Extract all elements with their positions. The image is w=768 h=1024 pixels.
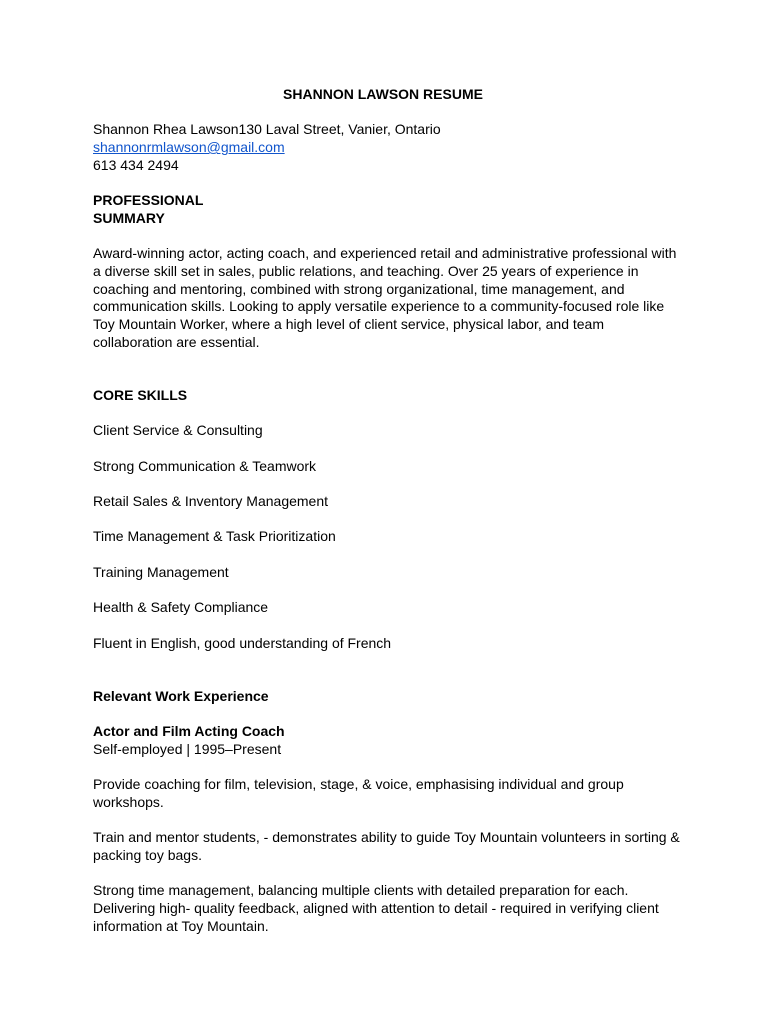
skill-item: Training Management	[93, 563, 229, 580]
skills-section	[93, 387, 683, 652]
skill-item: Client Service & Consulting	[93, 422, 263, 439]
contact-name-address: Shannon Rhea Lawson130 Laval Street, Vanier, Ontario	[93, 121, 441, 138]
summary-heading-line2: SUMMARY	[93, 209, 165, 226]
skill-item: Health & Safety Compliance	[93, 599, 269, 616]
skill-item: Retail Sales & Inventory Management	[93, 493, 329, 510]
resume-content	[93, 86, 683, 936]
skills-heading: CORE SKILLS	[93, 386, 188, 403]
summary-section	[93, 192, 683, 351]
job-title: Actor and Film Acting Coach	[93, 723, 285, 740]
experience-section	[93, 688, 683, 936]
contact-email-link[interactable]: shannonrmlawson@gmail.com	[93, 139, 285, 156]
job-meta: Self-employed | 1995–Present	[93, 740, 282, 757]
contact-block	[93, 121, 683, 174]
contact-phone: 613 434 2494	[93, 156, 179, 173]
summary-text: Award-winning actor, acting coach, and experienced retail and administrative professional with a diverse skill set in sales, public relations, and teaching. Over 25 years of experience in coaching and mentoring, combined with strong organizational, time management, and communication skills. Looking to apply versatile experience to a community-focused role like Toy Mountain Worker, where a high level of client service, physical labor, and team collaboration are essential.	[93, 245, 677, 350]
skill-item: Time Management & Task Prioritization	[93, 528, 336, 545]
summary-heading-line1: PROFESSIONAL	[93, 192, 204, 209]
document-title: SHANNON LAWSON RESUME	[283, 86, 483, 102]
skill-item: Fluent in English, good understanding of French	[93, 634, 392, 651]
job-paragraph: Strong time management, balancing multiple clients with detailed preparation for each. Delivering high- quality feedback, aligned with attention to detail - required in verifying client information at Toy Mountain.	[93, 882, 659, 934]
job-paragraph: Train and mentor students, - demonstrates ability to guide Toy Mountain volunteers in sorting & packing toy bags.	[93, 829, 680, 863]
experience-heading: Relevant Work Experience	[93, 687, 269, 704]
job-paragraph: Provide coaching for film, television, stage, & voice, emphasising individual and group workshops.	[93, 776, 624, 810]
skill-item: Strong Communication & Teamwork	[93, 457, 317, 474]
